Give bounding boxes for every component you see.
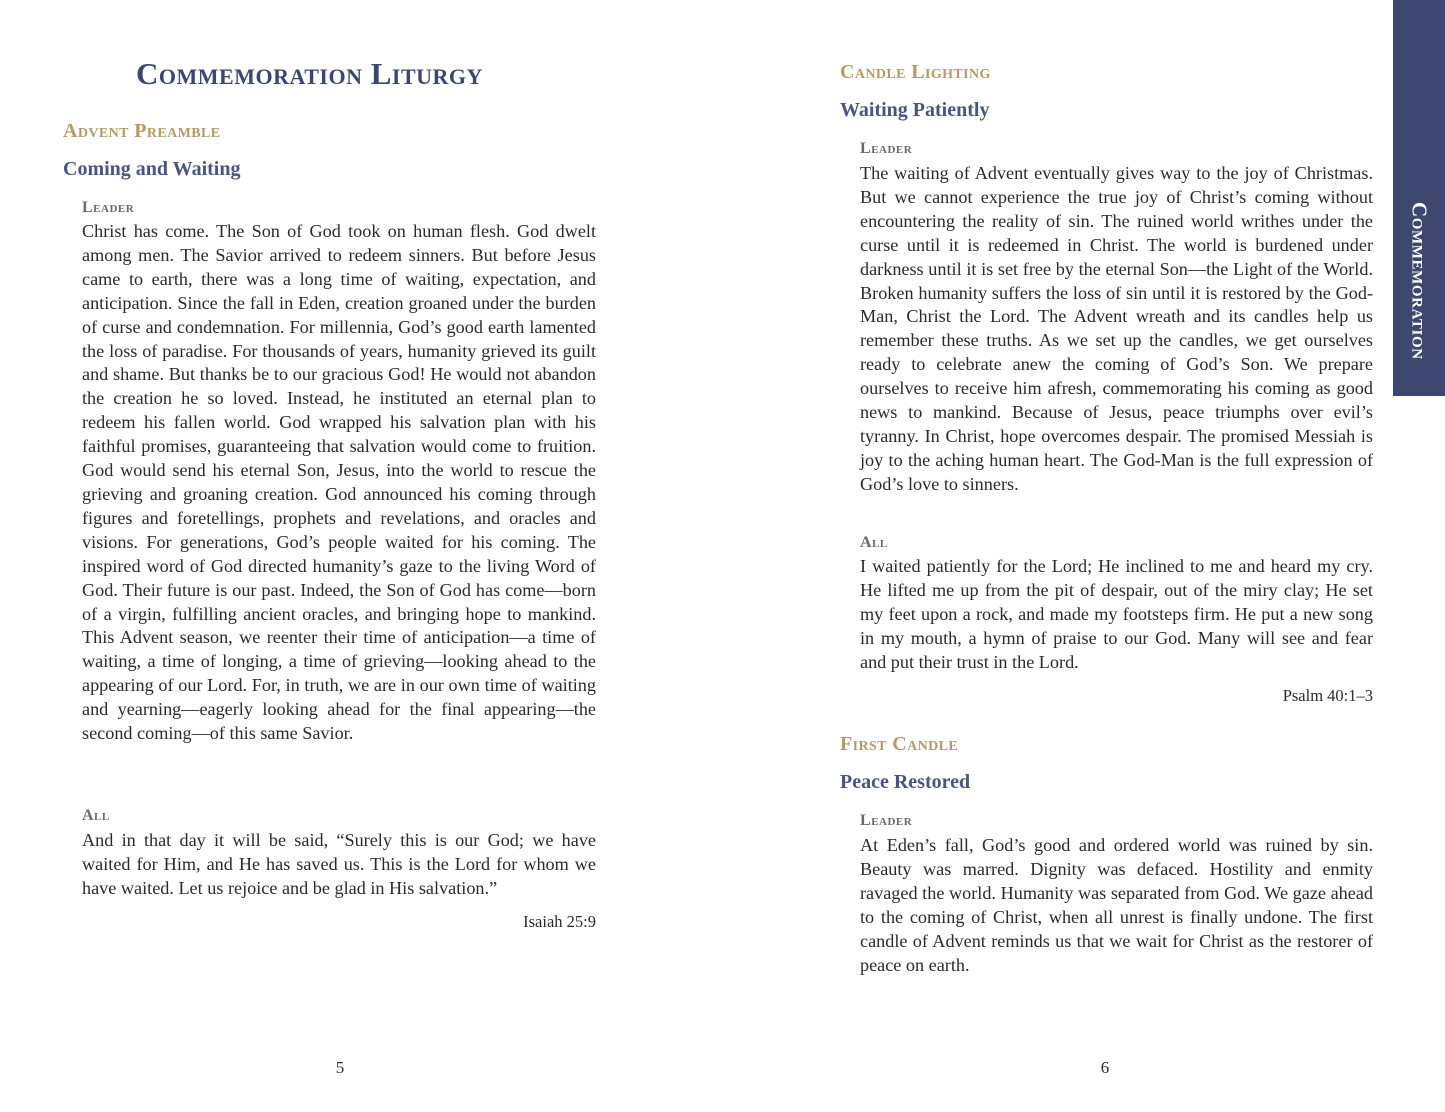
- section-heading-candle-lighting: Candle Lighting: [840, 61, 991, 83]
- section-heading-advent-preamble: Advent Preamble: [63, 120, 221, 142]
- leader-text: At Eden’s fall, God’s good and ordered world was ruined by sin. Beauty was marred. Dignity was defaced. Hostility and enmity ravaged the world. Humanity was separated from God. We gaze ahead to the coming of Christ, when all unrest is finally undone. The first candle of Advent reminds us that we wait for Christ as the restorer of peace on earth.: [860, 835, 1373, 975]
- leader-label: Leader: [82, 199, 135, 216]
- scripture-citation: Psalm 40:1–3: [1282, 686, 1373, 705]
- page-title: Commemoration Liturgy: [136, 56, 483, 91]
- section-heading-first-candle: First Candle: [840, 733, 959, 755]
- all-label: All: [860, 534, 888, 551]
- page-number: 5: [335, 1058, 345, 1077]
- leader-text: The waiting of Advent eventually gives way to the joy of Christmas. But we cannot experience the true joy of Christ’s coming without encountering the reality of sin. The ruined world writhes under the curse until it is redeemed in Christ. The world is burdened under darkness until it is set free by the eternal Son—the Light of the World. Broken humanity suffers the loss of sin until it is restored by the God-Man, Christ the Lord. The Advent wreath and its candles help us remember these truths. As we set up the candles, we get ourselves ready to celebrate anew the coming of God’s Son. We prepare ourselves to receive him afresh, commemorating his coming as good news to mankind. Because of Jesus, peace triumphs over evil’s tyranny. In Christ, hope overcomes despair. The promised Messiah is joy to the aching human heart. The God-Man is the full expression of God’s love to sinners.: [860, 163, 1373, 494]
- scripture-citation: Isaiah 25:9: [523, 912, 596, 931]
- leader-label: Leader: [860, 140, 913, 157]
- all-response-text: I waited patiently for the Lord; He inclined to me and heard my cry. He lifted me up from the pit of despair, out of the miry clay; He set my feet upon a rock, and made my footsteps firm. He put a new song in my mouth, a hymn of praise to our God. Many will see and fear and put their trust in the Lord.: [860, 556, 1373, 672]
- left-page: [0, 0, 700, 1112]
- right-page: [722, 0, 1445, 1112]
- subheading-peace-restored: Peace Restored: [840, 771, 971, 793]
- leader-label: Leader: [860, 812, 913, 829]
- page-number: 6: [1100, 1058, 1110, 1077]
- subheading-coming-and-waiting: Coming and Waiting: [63, 158, 241, 180]
- section-side-tab: [1393, 0, 1445, 396]
- all-response-text: And in that day it will be said, “Surely this is our God; we have waited for Him, and He has saved us. This is the Lord for whom we have waited. Let us rejoice and be glad in His salvation.”: [82, 830, 596, 898]
- leader-text: Christ has come. The Son of God took on human flesh. God dwelt among men. The Savior arrived to redeem sinners. But before Jesus came to earth, there was a long time of waiting, expectation, and anticipation. Since the fall in Eden, creation groaned under the burden of curse and condemnation. For millennia, God’s good earth lamented the loss of paradise. For thousands of years, humanity grieved its guilt and shame. But thanks be to our gracious God! He would not abandon the creation he so loved. Instead, he instituted an eternal plan to redeem his fallen world. God wrapped his salvation plan with his faithful promises, guaranteeing that salvation would come to fruition. God would send his eternal Son, Jesus, into the world to rescue the grieving and groaning creation. God announced his coming through figures and foretellings, prophets and revelations, and oracles and visions. For generations, God’s people waited for his coming. The inspired word of God directed humanity’s gaze to the living Word of God. Their future is our past. Indeed, the Son of God has come—born of a virgin, fulfilling ancient oracles, and bringing hope to mankind. This Advent season, we reenter their time of anticipation—a time of waiting, a time of longing, a time of grieving—looking ahead to the appearing of our Lord. For, in truth, we are in our own time of waiting and yearning—eagerly looking ahead for the final appearing—the second coming—of this same Savior.: [82, 221, 596, 744]
- side-tab-label: Commemoration: [1407, 202, 1432, 360]
- subheading-waiting-patiently: Waiting Patiently: [840, 99, 990, 121]
- all-label: All: [82, 807, 110, 824]
